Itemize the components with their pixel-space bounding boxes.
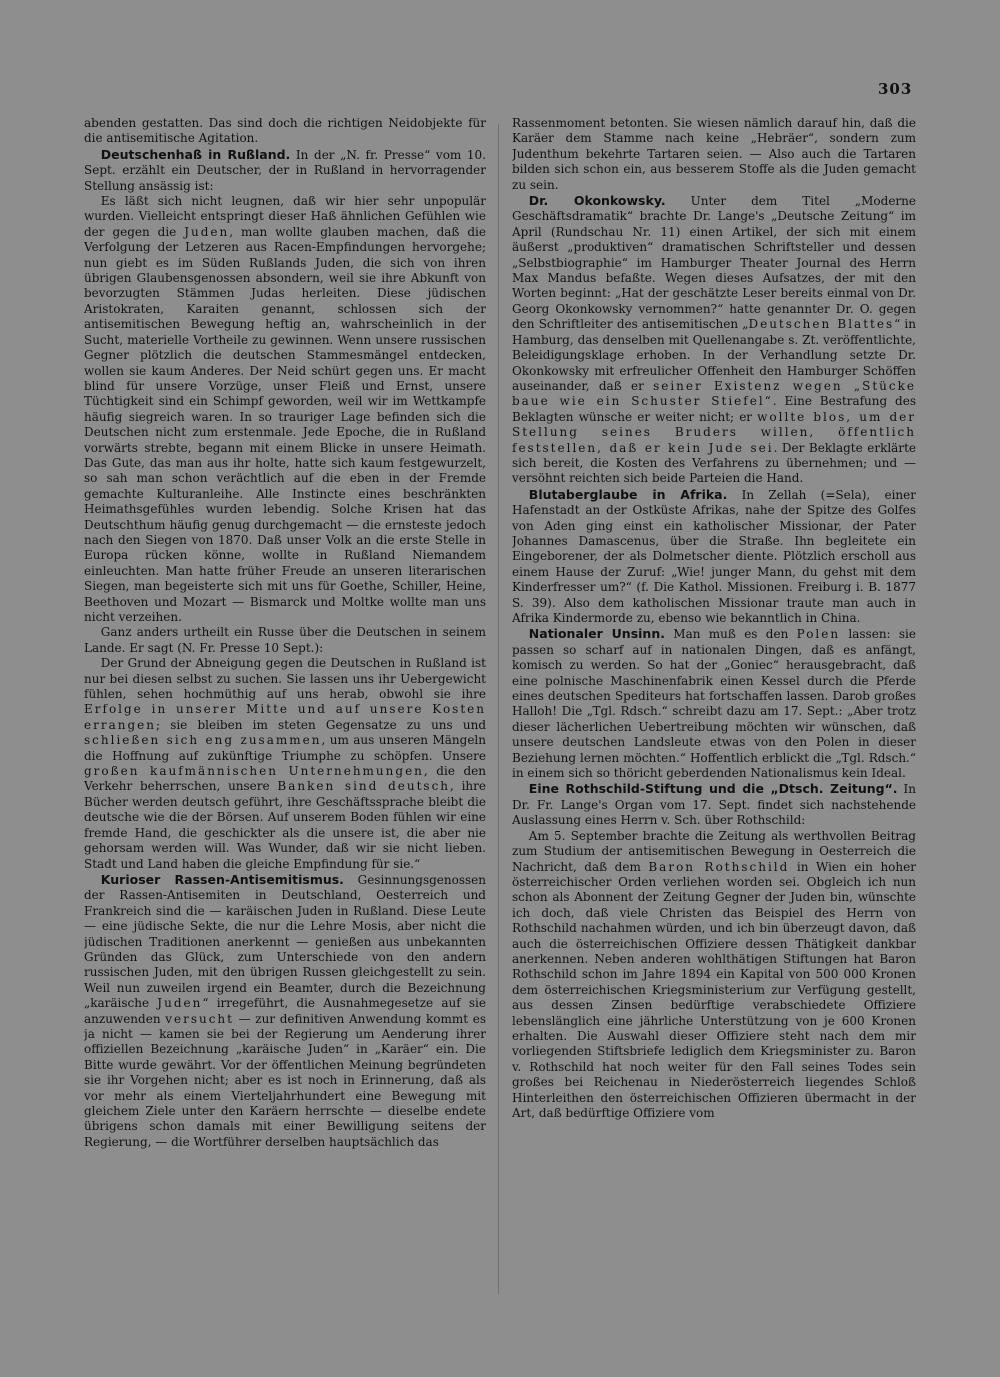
paragraph-text: , die den Verkehr beherrschen, unsere: [84, 764, 486, 794]
paragraph-text: Gesinnungsgenossen der Rassen-Antisemiten in Deutschland, Oesterreich und Frankreich sind die — karäischen Juden in Rußland. Diese Leute — eine jüdische Sekte, die nur die Lehre Mosis, aber nicht die jüdischen Traditionen anerkennt — genießen aus unbekannten Gründen das Glück, zum Unterschiede von den andern russischen Juden, mit den übrigen Russen gleichgestellt zu sein. Weil nun zuweilen irgend ein Beamter, durch die Bezeichnung „karäische: [84, 872, 486, 1011]
column-divider: [498, 124, 499, 1294]
quote-paragraph: [84, 656, 486, 872]
section-heading: Dr. Okonkowsky.: [528, 193, 666, 209]
paragraph-text: Der Grund der Abneigung gegen die Deutschen in Rußland ist nur bei diesen selbst zu suchen. Sie lassen uns ihr Uebergewicht fühlen, sehen hochmüthig auf uns herab, obwohl sie ihre: [84, 656, 486, 702]
spaced-text: Juden: [184, 224, 230, 239]
spaced-text: schließen sich eng zusammen: [84, 733, 322, 748]
section-okonkowsky: [512, 193, 916, 487]
section-heading: Deutschenhaß in Rußland.: [100, 146, 291, 162]
section-heading: Eine Rothschild-Stiftung und die „Dtsch. Zeitung“.: [528, 781, 898, 797]
paragraph: Ganz anders urtheilt ein Russe über die Deutschen in seinem Lande. Er sagt (N. Fr. Presse 10 Sept.):: [84, 625, 486, 655]
paragraph-text: In der „N. fr. Presse“ vom 10. Sept. erzählt ein Deutscher, der in Rußland in hervorragender Stellung ansässig ist:: [84, 147, 486, 193]
paragraph-text: Man muß es den: [664, 627, 797, 642]
section-nationaler-unsinn: [512, 626, 916, 781]
paragraph-text: in Wien ein hoher österreichischer Orden verliehen worden sei. Obgleich ich nun schon als Abonnent der Zeitung Gegner der Juden bin, wünschte ich doch, daß viele Christen das Beispiel des Herrn von Rothschild nachahmen würden, und ich bin überzeugt davon, daß auch die österreichischen Offiziere dessen Thätigkeit dankbar anerkennen. Neben anderen wohlthätigen Stiftungen hat Baron Rothschild schon im Jahre 1894 ein Kapital von 500 000 Kronen dem österreichischen Kriegsministerium zur Verfügung gestellt, aus dessen Zinsen bedürftige verabschiedete Offiziere lebenslänglich eine jährliche Unterstützung von je 600 Kronen erhalten. Die Auswahl dieser Offiziere steht nach dem mir vorliegenden Stiftsbriefe lediglich dem Kriegsminister zu. Baron v. Rothschild hat noch weiter für den Fall seines Todes sein großes bei Reichenau in Niederösterreich liegendes Schloß Hinterleithen den österreichischen Offizieren übermacht in der Art, daß bedürftige Offiziere vom: [512, 859, 916, 1120]
page-number: 303: [878, 80, 913, 98]
quote-paragraph: [84, 194, 486, 625]
section-deutschenhass: [84, 147, 486, 194]
section-heading: Blutaberglaube in Afrika.: [528, 486, 728, 502]
spaced-text: großen kaufmännischen Unternehmungen: [84, 764, 424, 779]
paragraph-text: Am 5. September brachte die Zeitung als werthvollen Beitrag zum Studium der antisemitischen Bewegung in Oesterreich die Nachricht, daß dem: [512, 828, 916, 874]
paragraph-text: “ in Hamburg, das denselben mit Quellenangabe s. Zt. veröffentlichte, Beleidigungsklage erhoben. In der Verhandlung setzte Dr. Okonkowsky mit erfreulicher Offenheit den Hamburger Schöffen auseinander, daß er: [512, 317, 916, 393]
spaced-text: Baron Rothschild: [648, 859, 790, 874]
paragraph-text: Es läßt sich nicht leugnen, daß wir hier sehr unpopulär wurden. Vielleicht entspringt dieser Haß ähnlichen Gefühlen wie der gegen die: [84, 194, 486, 239]
spaced-text: Juden: [157, 996, 203, 1011]
paragraph-text: In Dr. Fr. Lange's Organ vom 17. Sept. findet sich nachstehende Auslassung eines Herrn v. Sch. über Rothschild:: [512, 782, 916, 828]
paragraph: abenden gestatten. Das sind doch die richtigen Neidobjekte für die antisemitische Agitation.: [84, 116, 486, 146]
paragraph-text: lassen: sie passen so scharf auf in nationalen Dingen, daß es anfängt, komisch zu werden. So hat der „Goniec“ herausgebracht, daß eine polnische Maschinenfabrik einen Kessel durch die Pferde eines deutschen Spediteurs hat fortschaffen lassen. Darob großes Halloh! Die „Tgl. Rdsch.“ schreibt dazu am 17. Sept.: „Aber trotz dieser lächerlichen Uebertreibung möchten wir wünschen, daß unsere deutschen Landsleute etwas von den Polen in dieser Beziehung lernen möchten.“ Hoffentlich erblickt die „Tgl. Rdsch.“ in einem sich so thöricht geberdenden Nationalismus kein Ideal.: [512, 627, 916, 781]
section-heading: Nationaler Unsinn.: [528, 626, 665, 642]
paragraph-text: , um aus unseren Mängeln die Hoffnung auf zukünftige Triumphe zu schöpfen. Unsere: [84, 733, 486, 763]
section-blutaberglaube: [512, 487, 916, 627]
spaced-text: versucht: [165, 1011, 234, 1026]
quote-paragraph: [512, 829, 916, 1122]
spaced-text: Deutschen Blattes: [748, 317, 895, 332]
paragraph-text: In Zellah (=Sela), einer Hafenstadt an der Ostküste Afrikas, nahe der Spitze des Golfes von Aden ging einst ein katholischer Missionar, der Pater Johannes Damascenus, über die Straße. Ihn begleitete ein Eingeborener, der als Dolmetscher diente. Plötzlich erscholl aus einem Hause der Zuruf: „Wie! junger Mann, du gehst mit dem Kinderfresser um?“ (f. Die Kathol. Missionen. Freiburg i. B. 1877 S. 39). Also dem katholischen Missionar traute man auch in Afrika Kindermorde zu, ebenso wie bekanntlich in China.: [512, 487, 916, 625]
spaced-text: seiner Existenz wegen „Stücke baue wie ein Schuster Stiefel“: [512, 378, 916, 409]
paragraph-text: “ irregeführt, die Ausnahmegesetze auf sie anzuwenden: [84, 996, 486, 1026]
section-rothschild-stiftung: [512, 781, 916, 828]
left-column: [84, 116, 486, 1316]
paragraph-text: ; sie bleiben im steten Gegensatze zu uns und: [155, 717, 486, 732]
spaced-text: wollte blos, um der Stellung seines Bruders willen, öffentlich feststellen, daß er kein Jude sei: [512, 409, 916, 455]
paragraph-text: , man wollte glauben machen, daß die Verfolgung der Letzeren aus Racen-Empfindungen hervorgehe; nun giebt es im Süden Rußlands Juden, die sich von ihren übrigen Glaubensgenossen absondern, weil sie ihre Abkunft von bevorzugten Stämmen Judas herleiten. Diese jüdischen Aristokraten, Karaiten genannt, schlossen sich der antisemitischen Bewegung heftig an, wahrscheinlich in der Sucht, materielle Vortheile zu gewinnen. Wenn unsere russischen Gegner plötzlich die deutschen Stammesmängel entdecken, wollen sie kaum Anderes. Der Neid schürt gegen uns. Er macht blind für unsere Vorzüge, unser Fleiß und Ernst, unsere Tüchtigkeit sind ein Schimpf geworden, weil wir im Wettkampfe häufig siegreich waren. In so trauriger Lage befinden sich die Deutschen nicht zum erstenmale. Jede Epoche, die in Rußland vorwärts strebte, begann mit einem Blicke in unsere Heimath. Das Gute, das man aus ihr holte, hatte sich kaum festgewurzelt, so sah man schon verächtlich auf die eben in der Fremde gemachte Kulturanleihe. Alle Instincte eines beschränkten Heimathsgefühles wurden lebendig. Solche Krisen hat das Deutschthum häufig genug durchgemacht — die ernsteste jedoch nach den Siegen von 1870. Daß unser Volk an die erste Stelle in Europa rücken könne, wollte in Rußland Niemandem einleuchten. Man hatte früher Freude an unseren literarischen Siegen, man begeisterte sich mit uns für Goethe, Schiller, Heine, Beethoven und Mozart — Bismarck und Moltke wollte man uns nicht verzeihen.: [84, 224, 486, 624]
spaced-text: Banken sind deutsch: [277, 779, 451, 794]
section-heading: Kurioser Rassen-Antisemitismus.: [100, 871, 344, 887]
paragraph-text: . Eine Bestrafung des Beklagten wünsche er weiter nicht; er: [512, 394, 916, 424]
paragraph-text: Unter dem Titel „Moderne Geschäftsdramatik“ brachte Dr. Lange's „Deutsche Zeitung“ im April (Rundschau Nr. 11) einen Artikel, der sich mit einem äußerst „produktiven“ dramatischen Schriftsteller und dessen „Selbstbiographie“ im Hamburger Theater Journal des Herrn Max Mandus befaßte. Wegen dieses Aufsatzes, der mit den Worten beginnt: „Hat der geschätzte Leser bereits einmal von Dr. Georg Okonkowsky vernommen?“ hatte genannter Dr. O. gegen den Schriftleiter des antisemitischen „: [512, 194, 916, 332]
spaced-text: Erfolge in unserer Mitte und auf unsere Kosten errangen: [84, 702, 486, 732]
right-column: [512, 116, 916, 1316]
paragraph-text: , ihre Bücher werden deutsch geführt, ihre Geschäftssprache bleibt die deutsche wie die der Börsen. Auf unserem Boden fühlen wir eine fremde Hand, die geschickter als die unsere ist, die aber nie gehorsam werden will. Was Wunder, daß wir sie nicht lieben. Stadt und Land haben die gleiche Empfindung für sie.“: [84, 779, 486, 871]
spaced-text: Polen: [796, 627, 841, 642]
section-kurioser-rassen-antisemitismus: [84, 872, 486, 1150]
paragraph-text: . Der Beklagte erklärte sich bereit, die Kosten des Verfahrens zu übernehmen; und — versöhnt reichten sich beide Parteien die Hand.: [512, 440, 916, 486]
paragraph: Rassenmoment betonten. Sie wiesen nämlich darauf hin, daß die Karäer dem Stamme nach keine „Hebräer“, sondern zum Judenthum bekehrte Tartaren seien. — Also auch die Tartaren bilden sich schon ein, aus besserem Stoffe als die Juden gemacht zu sein.: [512, 116, 916, 192]
paragraph-text: — zur definitiven Anwendung kommt es ja nicht — kamen sie bei der Regierung um Aenderung ihrer offiziellen Bezeichnung „karäische Juden“ in „Karäer“ ein. Die Bitte wurde gewährt. Vor der öffentlichen Meinung begründeten sie ihr Vorgehen nicht; aber es ist noch in Erinnerung, daß als vor mehr als einem Vierteljahrhundert eine Bewegung mit gleichem Ziele unter den Karäern herrschte — dieselbe endete übrigens schon damals mit einer Bewilligung seitens der Regierung, — die Wortführer derselben hauptsächlich das: [84, 1011, 486, 1149]
